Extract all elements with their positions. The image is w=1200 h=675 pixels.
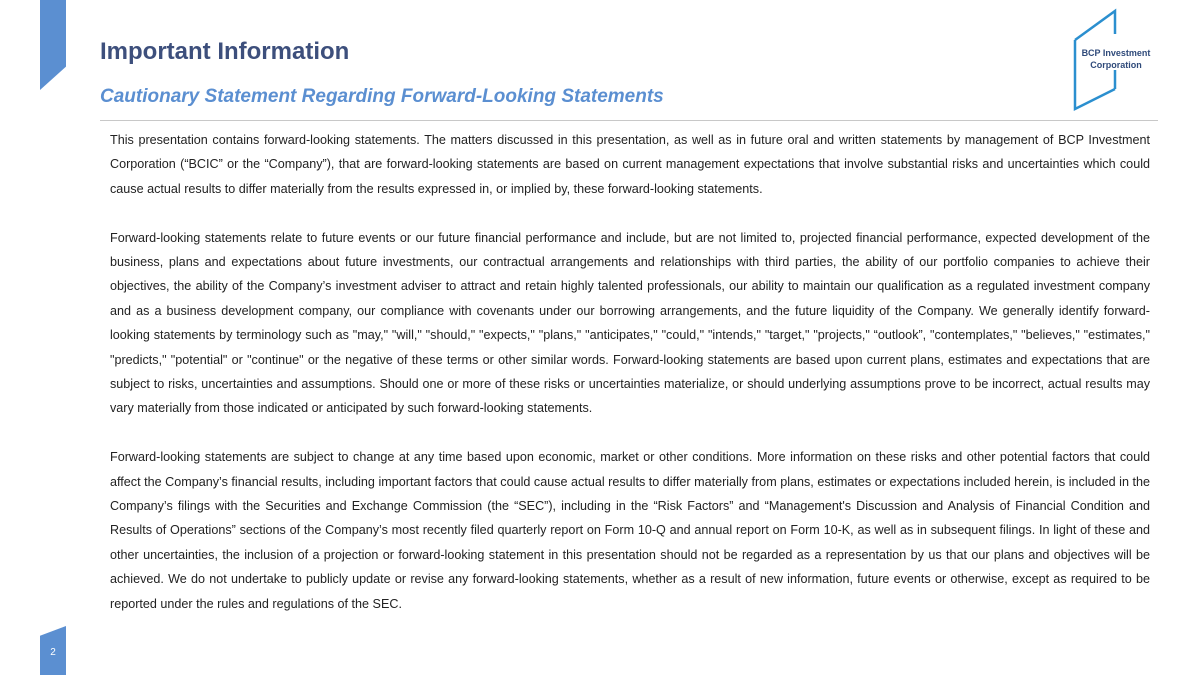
statement-paragraph: Forward-looking statements are subject to change at any time based upon economic, market or other conditions. More information on these risks and other potential factors that could affect the Company’s financial results, including important factors that could cause actual results to differ materially from plans, estimates or expectations included herein, is included in the Company’s filings with the Securities and Exchange Commission (the “SEC”), including in the “Risk Factors” and “Management's Discussion and Analysis of Financial Condition and Results of Operations” sections of the Company’s most recently filed quarterly report on Form 10-Q and annual report on Form 10-K, as well as in subsequent filings. In light of these and other uncertainties, the inclusion of a projection or forward-looking statement in this presentation should not be regarded as a representation by us that our plans and objectives will be achieved. We do not undertake to publicly update or revise any forward-looking statements, whether as a result of new information, future events or otherwise, except as required to be reported under the rules and regulations of the SEC. [110, 450, 1150, 611]
logo-text-line2: Corporation [1090, 60, 1142, 70]
left-accent-tab [40, 0, 66, 90]
company-logo [1072, 8, 1160, 112]
logo-text-line1: BCP Investment [1081, 48, 1151, 58]
header-divider [100, 120, 1158, 121]
page-number: 2 [50, 647, 56, 658]
statement-body [110, 128, 1150, 616]
statement-paragraph: Forward-looking statements relate to future events or our future financial performance and include, but are not limited to, projected financial performance, expected development of the business, plans and expectations about future investments, our contractual arrangements and relationships with third parties, the ability of our portfolio companies to achieve their objectives, the ability of the Company’s investment adviser to attract and retain highly talented professionals, our ability to maintain our qualification as a regulated investment company and as a business development company, our compliance with covenants under our borrowing arrangements, and the future liquidity of the Company. We generally identify forward-looking statements by terminology such as "may," "will," "should," "expects," "plans," "anticipates," "could," "intends," "target," "projects," “outlook”, "contemplates," "believes," "estimates," "predicts," "potential" or "continue" or the negative of these terms or other similar words. Forward-looking statements are based upon current plans, estimates and expectations that are subject to risks, uncertainties and assumptions. Should one or more of these risks or uncertainties materialize, or should underlying assumptions prove to be incorrect, actual results may vary materially from those indicated or anticipated by such forward-looking statements. [110, 230, 1150, 416]
page-title: Important Information [100, 38, 350, 65]
page-subtitle: Cautionary Statement Regarding Forward-Looking Statements [100, 86, 664, 107]
statement-paragraph: This presentation contains forward-looking statements. The matters discussed in this presentation, as well as in future oral and written statements by management of BCP Investment Corporation (“BCIC” or the “Company”), that are forward-looking statements are based on current management expectations that involve substantial risks and uncertainties which could cause actual results to differ materially from the results expressed in, or implied by, these forward-looking statements. [110, 133, 1150, 196]
